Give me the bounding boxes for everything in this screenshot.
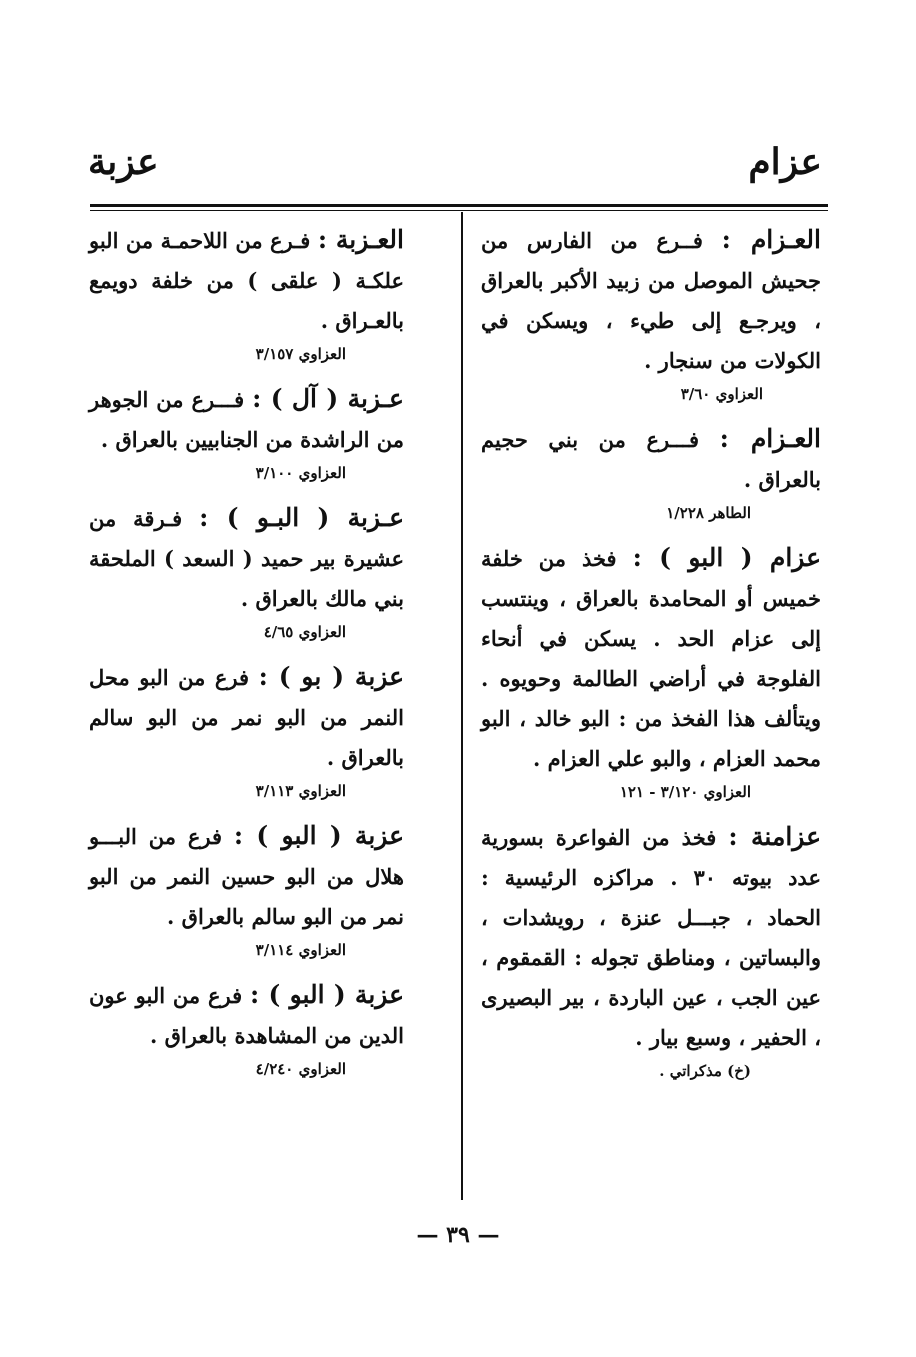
entry-source: العزاوي ٣/١١٣ <box>255 782 346 800</box>
entry-source: العزاوي ٤/٦٥ <box>263 623 346 641</box>
entry-text <box>481 419 821 500</box>
entry-source: العزاوي ٣/١١٤ <box>255 941 346 959</box>
entry-body: فرع من البـــو هلال من البو حسين النمر من البو نمر من البو سالم بالعراق . <box>89 824 404 929</box>
entry-text <box>481 538 821 779</box>
entry-body: فخذ من خلفة خميس أو المحامدة بالعراق ، وينتسب إلى عزام الحد . يسكن في أنحاء الفلوجة في أراضي الطالمة وحويوه . ويتألف هذا الفخذ من : البو خالد ، البو محمد العزام ، والبو علي العزام . <box>481 546 821 771</box>
entry <box>481 538 821 803</box>
entry-body: فـرع من اللاحمـة من البو علكـة ( علقى ) من خلفة دويمع بالعـراق . <box>89 228 404 333</box>
entry-headword: العـزام : <box>719 424 821 453</box>
entry-headword: عزبة ( البو ) : <box>250 980 404 1009</box>
entry <box>481 817 821 1082</box>
entry-body: فـــرع من الجوهر من الراشدة من الجنابيين بالعراق . <box>89 387 404 452</box>
entry-text <box>89 816 404 937</box>
entry <box>89 220 404 365</box>
entry-body: فــرع من الفارس من جحيش الموصل من زبيد الأكبر بالعراق ، ويرجـع إلى طيء ، ويسكن في الكولات من سنجار . <box>481 228 821 373</box>
entry <box>89 816 404 961</box>
entry <box>481 419 821 524</box>
entry-text <box>89 657 404 778</box>
entry-body: فـرقة من عشيرة بير حميد ( السعد ) الملحقة بني مالك بالعراق . <box>89 506 404 611</box>
entry-source: العزاوي ٣/١٢٠ - ١٢١ <box>619 783 751 801</box>
entry-source: (خ) مذكراتي . <box>659 1062 751 1080</box>
entry-source: العزاوي ٣/٦٠ <box>680 385 763 403</box>
entry-text <box>89 379 404 460</box>
entry-headword: عزام ( البو ) : <box>632 543 822 572</box>
header-rule-thin <box>90 210 828 211</box>
entry-body: فخذ من الفواعرة بسورية عدد بيوته ٣٠ . مراكزه الرئيسية : الحماد ، جبـــل عنزة ، رويشدات ، والبساتين ، ومناطق تجوله : القمقوم ، عين الجب ، عين الباردة ، بير البصيرى ، الحفير ، وسبع بيار . <box>481 825 821 1050</box>
entry-headword: عزامنة : <box>728 822 821 851</box>
entry <box>89 657 404 802</box>
right-column <box>481 220 821 1096</box>
entry-body: فـــرع من بني حجيم بالعراق . <box>481 427 821 492</box>
entry <box>89 498 404 643</box>
header-rule-thick <box>90 204 828 207</box>
column-divider <box>461 212 463 1200</box>
entry-headword: العـزبة : <box>317 225 404 254</box>
entry-text <box>89 975 404 1056</box>
entry <box>481 220 821 405</box>
entry-text <box>481 817 821 1058</box>
entry-text <box>89 220 404 341</box>
page-number: — ٣٩ — <box>416 1222 500 1248</box>
entry-body: فرع من البو عون الدين من المشاهدة بالعراق . <box>89 983 404 1048</box>
entry-headword: عـزبة ( آل ) : <box>252 384 404 413</box>
entry-headword: عزبة ( البو ) : <box>233 821 405 850</box>
entry-text <box>481 220 821 381</box>
entry-source: العزاوي ٣/١٥٧ <box>255 345 346 363</box>
entry <box>89 379 404 484</box>
entry-source: العزاوي ٤/٢٤٠ <box>255 1060 346 1078</box>
entry-headword: عـزبة ( البـو ) : <box>199 503 405 532</box>
entry-headword: العـزام : <box>721 225 821 254</box>
left-column <box>89 220 404 1094</box>
entry <box>89 975 404 1080</box>
entry-source: العزاوي ٣/١٠٠ <box>255 464 346 482</box>
entry-body: فرع من البو محل النمر من البو نمر من البو سالم بالعراق . <box>89 665 404 770</box>
entry-headword: عزبة ( بو ) : <box>258 662 404 691</box>
running-header-left: عزبة <box>88 141 159 183</box>
entry-source: الطاهر ١/٢٢٨ <box>666 504 751 522</box>
running-header-right: عزام <box>748 141 822 183</box>
entry-text <box>89 498 404 619</box>
